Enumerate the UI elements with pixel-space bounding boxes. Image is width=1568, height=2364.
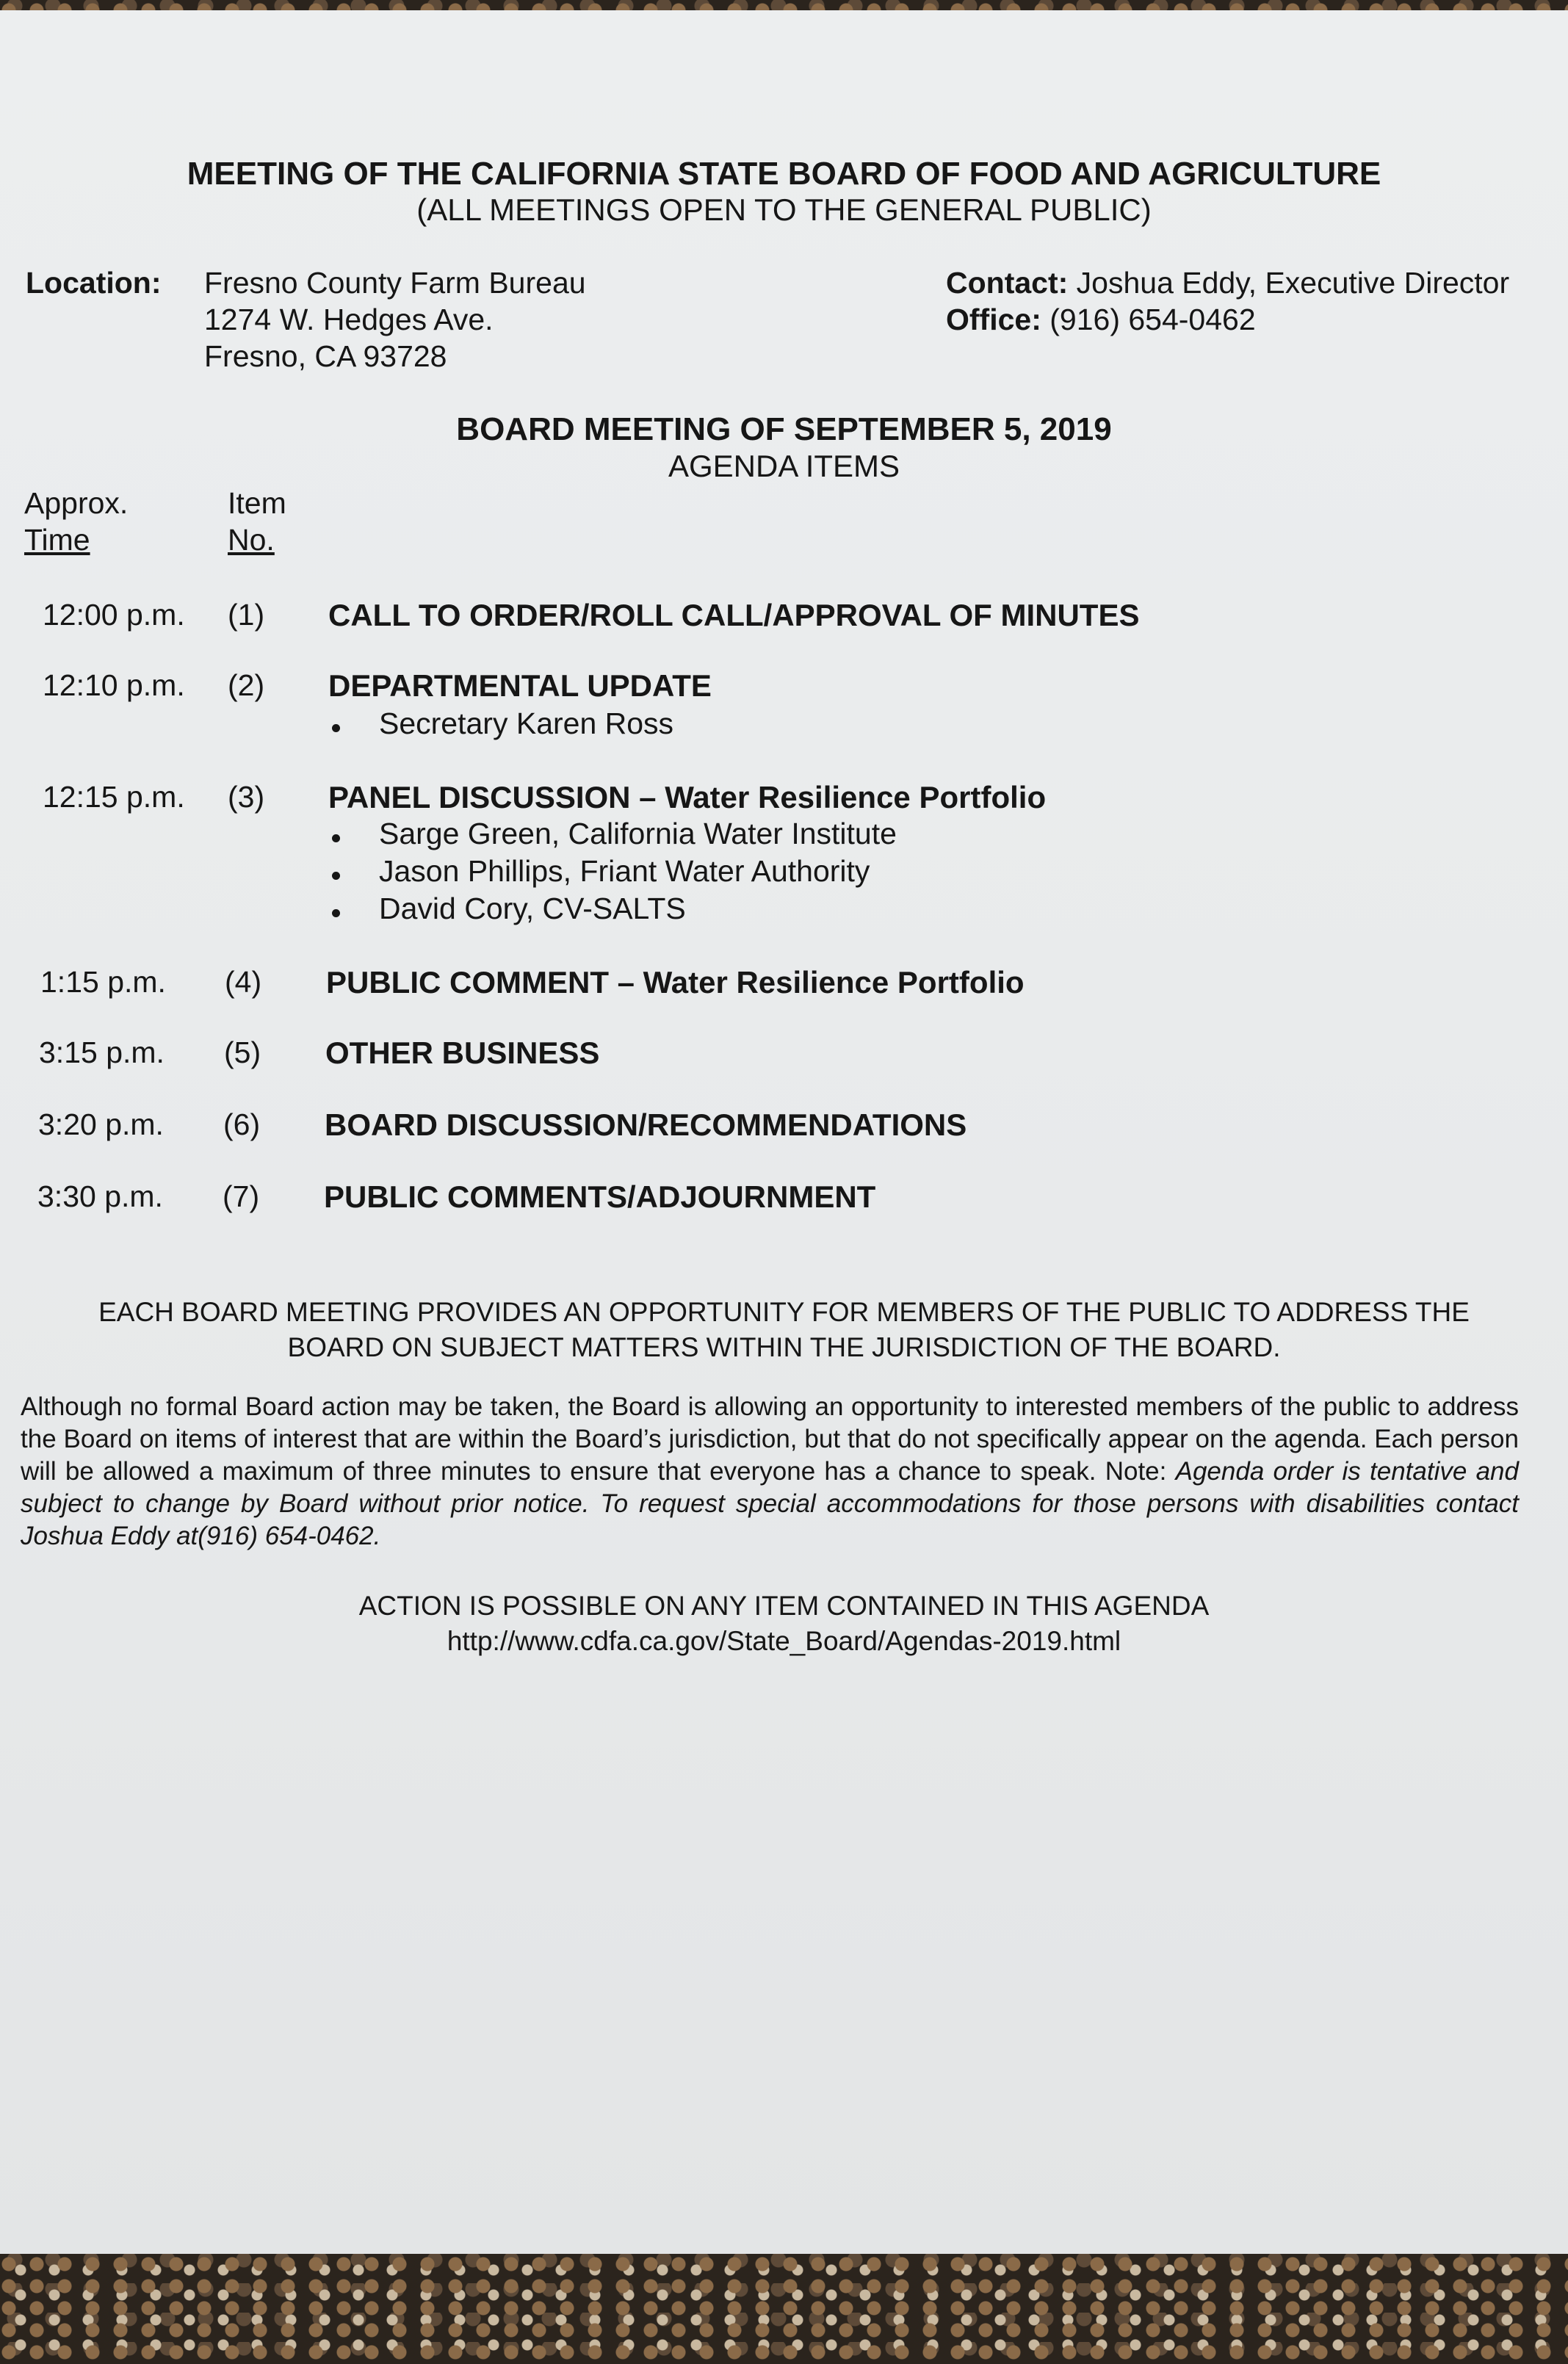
agenda-item-title: PUBLIC COMMENTS/ADJOURNMENT [324, 1179, 876, 1214]
public-notice-line-1: EACH BOARD MEETING PROVIDES AN OPPORTUNITY FOR MEMBERS OF THE PUBLIC TO ADDRESS THE [98, 1297, 1470, 1327]
agenda-item-number: (4) [225, 965, 262, 999]
document-subtitle: (ALL MEETINGS OPEN TO THE GENERAL PUBLIC) [416, 192, 1152, 227]
agenda-item-time: 3:30 p.m. [37, 1179, 163, 1213]
agenda-item-time: 12:00 p.m. [43, 598, 185, 632]
agenda-item-time: 12:10 p.m. [43, 668, 185, 702]
meeting-title: BOARD MEETING OF SEPTEMBER 5, 2019 [456, 411, 1112, 447]
agenda-item-number: (1) [228, 598, 265, 632]
location-label: Location: [26, 266, 162, 300]
agenda-item-number: (5) [224, 1035, 261, 1069]
paragraph-text: Although no formal Board action may be taken, the Board is allowing an opportunity to interested members of the public to address the Board on items of interest that are within the Board’s jurisdiction, but that do not specifically appear on the agenda. Each person will be allowed a maximum of three minutes to ensure that everyone has a chance to speak. [21, 1392, 1519, 1486]
agenda-item-time: 3:20 p.m. [38, 1107, 164, 1141]
office-line [946, 303, 1256, 337]
bullet-icon [332, 724, 340, 732]
agenda-item-time: 3:15 p.m. [39, 1035, 165, 1069]
document-title: MEETING OF THE CALIFORNIA STATE BOARD OF FOOD AND AGRICULTURE [187, 156, 1381, 192]
agenda-item-title: OTHER BUSINESS [325, 1035, 600, 1070]
agenda-item-time: 12:15 p.m. [43, 780, 185, 814]
column-header-time-line-2: Time [24, 523, 90, 557]
action-notice: ACTION IS POSSIBLE ON ANY ITEM CONTAINED IN THIS AGENDA [358, 1591, 1210, 1621]
agenda-document [0, 10, 1568, 2258]
office-label: Office: [946, 303, 1041, 336]
agenda-item-time: 1:15 p.m. [40, 965, 166, 999]
bullet-icon [332, 909, 340, 917]
column-header-time-line-1: Approx. [24, 486, 129, 520]
agenda-item-title: DEPARTMENTAL UPDATE [328, 668, 712, 703]
bullet-icon [332, 872, 340, 880]
note-label: Note: [1105, 1457, 1167, 1486]
agenda-item-number: (3) [228, 780, 265, 814]
location-line-3: Fresno, CA 93728 [204, 339, 447, 373]
contact-line [946, 266, 1509, 300]
bullet-icon [332, 834, 340, 842]
contact-label: Contact: [946, 266, 1069, 300]
background-gravel-bottom [0, 2254, 1568, 2364]
location-line-1: Fresno County Farm Bureau [204, 266, 586, 300]
agenda-item-number: (7) [223, 1179, 260, 1213]
agenda-item-bullet: David Cory, CV-SALTS [379, 892, 686, 925]
agenda-item-title: CALL TO ORDER/ROLL CALL/APPROVAL OF MINUTES [328, 598, 1140, 632]
agenda-item-bullet: Jason Phillips, Friant Water Authority [379, 854, 870, 888]
agenda-item-number: (2) [228, 668, 265, 702]
agenda-item-number: (6) [223, 1107, 261, 1141]
public-notice-line-2: BOARD ON SUBJECT MATTERS WITHIN THE JURISDICTION OF THE BOARD. [287, 1332, 1281, 1362]
column-header-item-line-1: Item [228, 486, 286, 520]
column-header-item-line-2: No. [228, 523, 275, 557]
agenda-item-bullet: Sarge Green, California Water Institute [379, 817, 897, 850]
public-comment-paragraph [21, 1391, 1519, 1552]
location-line-2: 1274 W. Hedges Ave. [204, 303, 494, 336]
agenda-url: http://www.cdfa.ca.gov/State_Board/Agendas-2019.html [447, 1626, 1121, 1656]
meeting-subtitle: AGENDA ITEMS [668, 449, 900, 483]
agenda-item-title: BOARD DISCUSSION/RECOMMENDATIONS [325, 1107, 967, 1142]
office-value: (916) 654-0462 [1049, 303, 1256, 336]
contact-value: Joshua Eddy, Executive Director [1076, 266, 1510, 300]
agenda-item-bullet: Secretary Karen Ross [379, 706, 674, 740]
note-text: Agenda order is tentative and subject to change by Board without prior notice. To request special accommodations for those persons with disabilities contact Joshua Eddy at(916) 654-0462. [21, 1457, 1519, 1550]
agenda-item-title: PUBLIC COMMENT – Water Resilience Portfolio [326, 965, 1025, 1000]
agenda-item-title: PANEL DISCUSSION – Water Resilience Portfolio [328, 780, 1047, 814]
